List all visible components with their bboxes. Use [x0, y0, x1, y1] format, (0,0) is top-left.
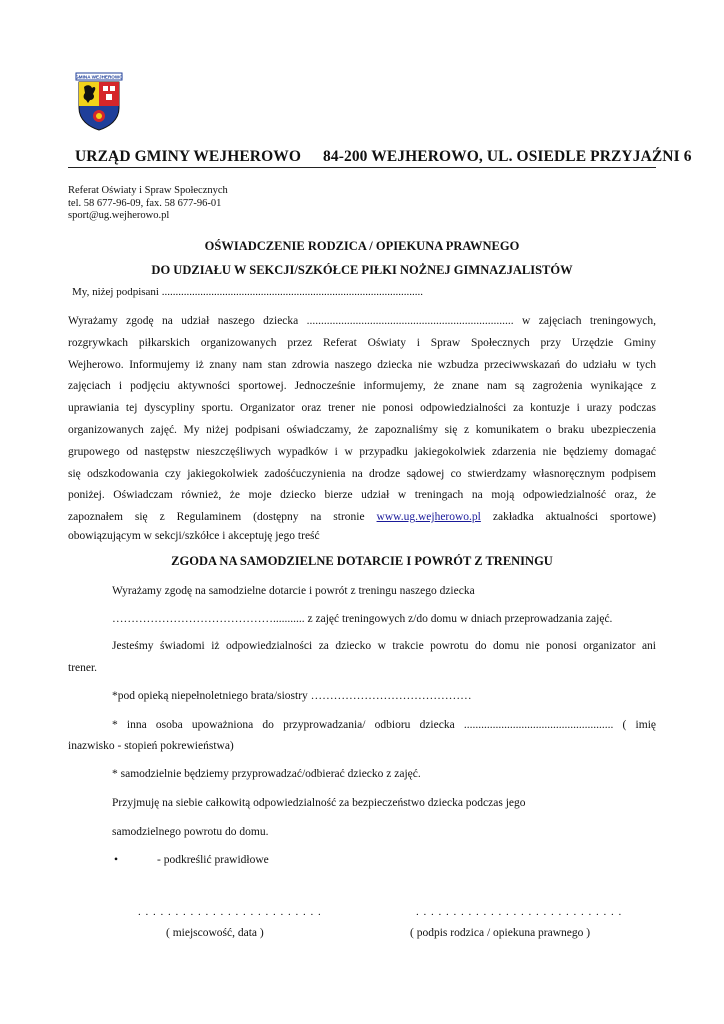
option-sibling: *pod opieką niepełnoletniego brata/siostry ……………………………………	[112, 690, 472, 702]
section2-line3a: Jesteśmy świadomi iż odpowiedzialności za dziecko w trakcie powrotu do domu nie ponosi organizator ani	[112, 640, 656, 652]
consent-line: poniżej. Oświadczam również, że moje dziecko bierze udział w treningach na moją odpowiedzialność oraz, że	[68, 489, 656, 502]
consent-line: zajęciach i podjęciu aktywności sportowej. Jednocześnie informujemy, że znane nam są zagrożenia wynikające z	[68, 380, 656, 393]
office-address: 84-200 WEJHEROWO, UL. OSIEDLE PRZYJAŹNI 6	[323, 148, 692, 165]
consent-line-last: obowiązującym w sekcji/szkółce i akceptuję jego treść	[68, 529, 320, 542]
responsibility-line2: samodzielnego powrotu do domu.	[112, 826, 269, 838]
bullet-icon: •	[114, 854, 119, 866]
gmina-crest-logo	[75, 72, 123, 132]
signed-line: My, niżej podpisani ...............................................................................................	[72, 286, 423, 298]
signature-caption: ( podpis rodzica / opiekuna prawnego )	[410, 927, 591, 939]
letterhead	[75, 148, 692, 166]
department-name: Referat Oświaty i Spraw Społecznych	[68, 185, 228, 196]
office-name: URZĄD GMINY WEJHEROWO	[75, 148, 302, 165]
consent-line: Wejherowo. Informujemy iż znany nam stan zdrowia naszego dziecka nie wzbudza przeciwwskazań do udziału w tych	[68, 358, 656, 371]
svg-text:GMINA WEJHEROWO: GMINA WEJHEROWO	[75, 74, 123, 80]
signature-dots[interactable]: . . . . . . . . . . . . . . . . . . . . . . . . . . . .	[416, 906, 623, 918]
responsibility-line1: Przyjmuję na siebie całkowitą odpowiedzialność za bezpieczeństwo dziecka podczas jego	[112, 797, 526, 809]
contact-block	[68, 185, 228, 223]
underline-instruction: - podkreślić prawidłowe	[157, 854, 269, 866]
place-date-dots[interactable]: . . . . . . . . . . . . . . . . . . . . . . . . .	[138, 906, 322, 918]
place-date-caption: ( miejscowość, data )	[166, 927, 264, 939]
consent-line: rozgrywkach piłkarskich organizowanych przez Referat Oświaty i Spraw Społecznych przy Urzędzie Gminy	[68, 336, 656, 349]
consent-paragraph	[68, 311, 656, 543]
section2-line2: ……………………………………........... z zajęć treningowych z/do domu w dniach przeprowadzania zajęć.	[112, 613, 613, 625]
regulations-text: zapoznałem się z Regulaminem (dostępny na stronie	[68, 511, 365, 524]
section2-line1: Wyrażamy zgodę na samodzielne dotarcie i powrót z treningu naszego dziecka	[112, 585, 475, 597]
document-title-line1: OŚWIADCZENIE RODZICA / OPIEKUNA PRAWNEGO	[204, 239, 520, 253]
regulations-line	[68, 507, 656, 529]
regulations-tab-text: zakładka aktualności sportowe)	[492, 511, 657, 524]
consent-line: organizowanych zajęć. My niżej podpisani oświadczamy, że zapoznaliśmy się z komunikatem o braku ubezpieczenia	[68, 423, 656, 436]
consent-line: grupowego od następstw nieszczęśliwych wypadków i w przypadku jakiegokolwiek zdarzenia nie będziemy domagać	[68, 445, 656, 458]
section2-line3b: trener.	[68, 662, 98, 674]
option-authorized-person: * inna osoba upoważniona do przyprowadzania/ odbioru dziecka .................................................... ( imię	[112, 719, 656, 731]
option-self: * samodzielnie będziemy przyprowadzać/odbierać dziecko z zajęć.	[112, 768, 421, 780]
consent-line: uprawiania tej dyscypliny sportu. Organizator oraz trener nie ponosi odpowiedzialności za kontuzje i urazy podczas	[68, 402, 656, 415]
document-title-line2: DO UDZIAŁU W SEKCJI/SZKÓŁCE PIŁKI NOŻNEJ GIMNAZJALISTÓW	[151, 263, 573, 277]
phone-fax: tel. 58 677-96-09, fax. 58 677-96-01	[68, 197, 222, 209]
contact-email[interactable]: sport@ug.wejherowo.pl	[68, 210, 170, 221]
consent-line: się odszkodowania czy jakiegokolwiek zadośćuczynienia na drodze sądowej co stwierdzamy własnoręcznym podpisem	[68, 467, 656, 480]
option-authorized-person-cont: inazwisko - stopień pokrewieństwa)	[68, 740, 234, 752]
consent-line: Wyrażamy zgodę na udział naszego dziecka ........................................................................ w zajęciach treningowych,	[68, 315, 656, 327]
section2-title: ZGODA NA SAMODZIELNE DOTARCIE I POWRÓT Z TRENINGU	[171, 554, 553, 568]
regulations-link[interactable]: www.ug.wejherowo.pl	[376, 511, 481, 524]
header-divider	[68, 167, 656, 168]
